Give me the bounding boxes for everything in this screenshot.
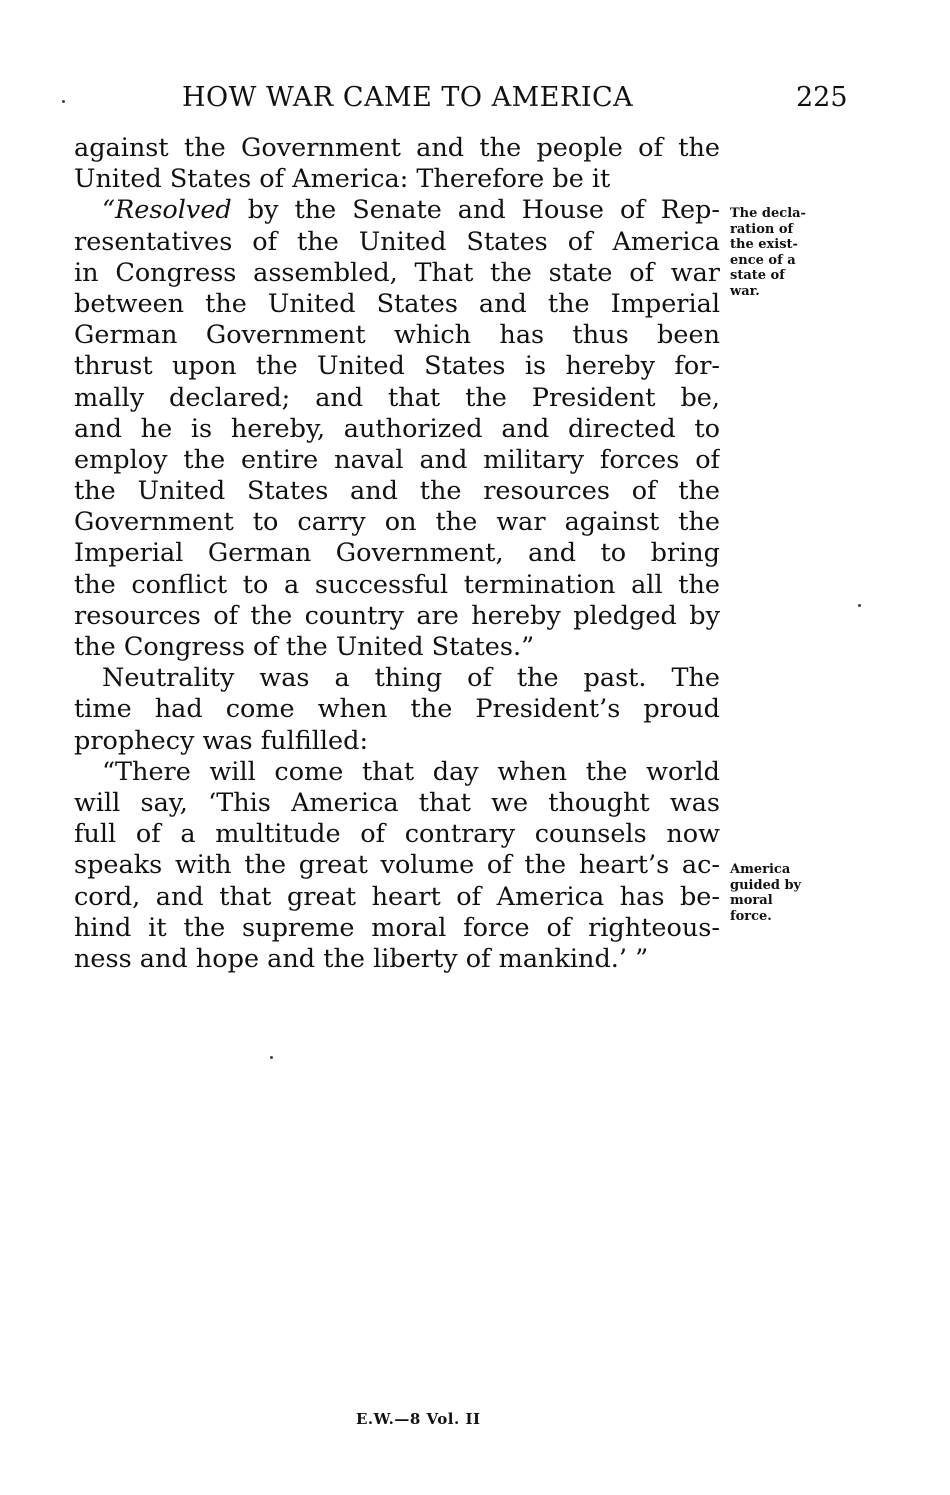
text-line: resentatives of the United States of America — [74, 226, 720, 257]
text-line — [74, 195, 720, 226]
text-line: time had come when the President’s proud — [74, 694, 720, 725]
running-head: HOW WAR CAME TO AMERICA — [182, 82, 634, 113]
text-line: mally declared; and that the President be, — [74, 382, 720, 413]
text-line: Neutrality was a thing of the past. The — [102, 663, 720, 694]
margin-note-line: moral — [730, 893, 773, 908]
text-line: Government to carry on the war against the — [74, 507, 720, 538]
text-line: ness and hope and the liberty of mankind.’ ” — [74, 943, 649, 974]
margin-note-declaration — [730, 206, 840, 299]
page-number: 225 — [796, 82, 848, 113]
margin-note-line: guided by — [730, 877, 802, 893]
text-line: the United States and the resources of the — [74, 476, 720, 507]
text-line: the Congress of the United States.” — [74, 632, 535, 662]
paragraph — [74, 757, 720, 975]
print-speck — [858, 604, 861, 607]
text-line: in Congress assembled, That the state of war — [74, 257, 720, 288]
margin-note-line: the exist- — [730, 237, 798, 252]
text-line: hind it the supreme moral force of righteous- — [74, 912, 720, 943]
print-speck — [62, 100, 65, 103]
margin-note-line: war. — [730, 283, 760, 299]
footer-signature: E.W.—8 Vol. II — [356, 1410, 481, 1428]
paragraph — [74, 133, 720, 195]
text-line: “There will come that day when the world — [102, 756, 720, 787]
text-line: resources of the country are hereby pledged by — [74, 600, 720, 631]
page-header — [0, 82, 950, 112]
margin-note-line: force. — [730, 908, 772, 924]
margin-note-line: The decla- — [730, 206, 806, 221]
margin-note-america — [730, 862, 840, 924]
text-line: Imperial German Government, and to bring — [74, 538, 720, 569]
text-line: between the United States and the Imperial — [74, 288, 720, 319]
text-line: and he is hereby, authorized and directed to — [74, 413, 720, 444]
text-line: employ the entire naval and military forces of — [74, 444, 720, 475]
text-line: thrust upon the United States is hereby for- — [74, 351, 720, 382]
margin-note-line: state of — [730, 268, 785, 283]
margin-note-line: America — [730, 862, 791, 877]
text-line: cord, and that great heart of America has be- — [74, 881, 720, 912]
italic-lead: “Resolved — [102, 195, 232, 226]
body-text — [74, 133, 720, 975]
text-line: against the Government and the people of the — [74, 133, 720, 163]
text-line: speaks with the great volume of the heart’s ac- — [74, 850, 720, 881]
text-line: German Government which has thus been — [74, 320, 720, 351]
text-line: prophecy was fulfilled: — [74, 725, 369, 756]
margin-note-line: ration of — [730, 221, 794, 237]
text-line: the conflict to a successful termination all the — [74, 569, 720, 600]
print-speck — [270, 1056, 273, 1059]
text-line: will say, ‘This America that we thought was — [74, 787, 720, 818]
paragraph — [74, 663, 720, 757]
margin-note-line: ence of a — [730, 252, 796, 268]
paragraph — [74, 195, 720, 663]
text-line: United States of America: Therefore be it — [74, 164, 611, 195]
line-text: by the Senate and House of Rep- — [231, 195, 720, 226]
text-line: full of a multitude of contrary counsels now — [74, 819, 720, 850]
